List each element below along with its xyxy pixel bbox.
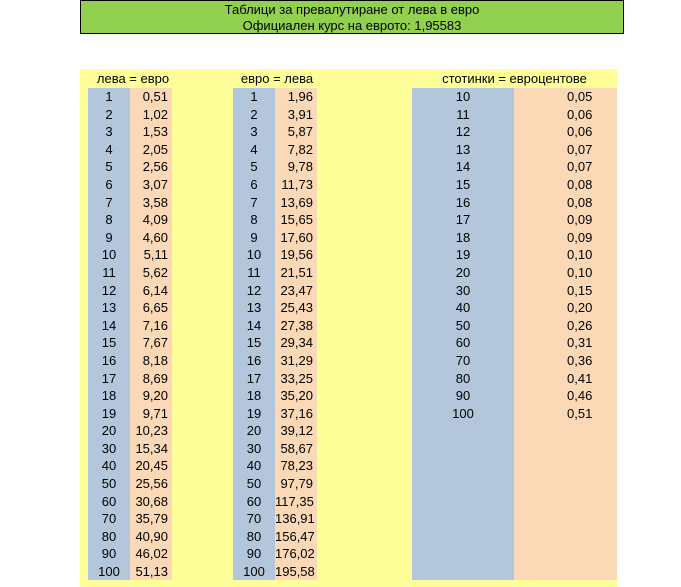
eurocents-value-cell: 0,07: [567, 159, 593, 175]
lev-amount-cell: 70: [101, 511, 117, 527]
lev-value-cell: 117,35: [275, 493, 314, 509]
lev-value-column: [275, 88, 317, 580]
eur-value-cell: 40,90: [135, 528, 168, 544]
eur-value-cell: 30,68: [135, 493, 168, 509]
eur-amount-cell: 12: [246, 282, 262, 298]
lev-value-cell: 9,78: [287, 159, 313, 175]
eurocents-value-cell: 0,07: [567, 141, 593, 157]
eur-amount-cell: 4: [250, 141, 258, 157]
eurocents-value-cell: 0,31: [567, 335, 593, 351]
eur-amount-cell: 70: [246, 511, 262, 527]
eur-value-cell: 46,02: [135, 546, 168, 562]
eur-amount-cell: 80: [246, 528, 262, 544]
lev-amount-cell: 17: [101, 370, 117, 386]
lev-value-cell: 97,79: [280, 476, 313, 492]
lev-amount-cell: 5: [105, 159, 113, 175]
lev-amount-cell: 4: [105, 141, 113, 157]
stotinki-amount-cell: 30: [455, 282, 471, 298]
lev-value-cell: 176,02: [275, 546, 315, 562]
eur-value-cell: 5,62: [142, 264, 168, 280]
eur-amount-cell: 3: [250, 124, 258, 140]
lev-amount-cell: 19: [101, 405, 117, 421]
lev-value-cell: 19,56: [280, 247, 313, 263]
eur-value-cell: 20,45: [135, 458, 168, 474]
lev-amount-cell: 20: [101, 423, 117, 439]
eurocents-value-cell: 0,15: [567, 282, 593, 298]
eurocents-value-cell: 0,06: [567, 106, 593, 122]
table-title-lev-to-eur: лева = евро: [96, 71, 170, 86]
stotinki-amount-cell: 18: [455, 229, 471, 245]
eur-amount-cell: 14: [246, 317, 262, 333]
lev-amount-cell: 40: [101, 458, 117, 474]
eur-value-cell: 6,14: [142, 282, 168, 298]
eur-value-cell: 25,56: [135, 476, 168, 492]
lev-amount-cell: 2: [105, 106, 113, 122]
eurocents-value-cell: 0,10: [567, 264, 593, 280]
eur-value-cell: 3,58: [142, 194, 168, 210]
eurocents-value-cell: 0,20: [567, 300, 593, 316]
eur-value-cell: 4,09: [142, 212, 168, 228]
eur-value-cell: 6,65: [142, 300, 168, 316]
lev-value-cell: 5,87: [287, 124, 313, 140]
lev-amount-column: [88, 88, 130, 580]
lev-value-cell: 37,16: [280, 405, 313, 421]
eurocents-value-cell: 0,08: [567, 176, 593, 192]
lev-amount-cell: 13: [101, 300, 117, 316]
stotinki-amount-cell: 70: [455, 352, 471, 368]
eur-value-cell: 3,07: [142, 176, 168, 192]
eur-value-cell: 35,79: [135, 511, 168, 527]
lev-amount-cell: 15: [101, 335, 117, 351]
stotinki-amount-cell: 80: [455, 370, 471, 386]
eurocents-value-cell: 0,46: [567, 388, 593, 404]
lev-amount-cell: 7: [105, 194, 113, 210]
lev-value-cell: 31,29: [280, 352, 313, 368]
eur-amount-cell: 5: [250, 159, 258, 175]
eur-amount-cell: 50: [246, 476, 262, 492]
lev-value-cell: 3,91: [287, 106, 313, 122]
lev-value-cell: 58,67: [280, 440, 313, 456]
lev-value-cell: 136,91: [275, 511, 315, 527]
eur-amount-cell: 2: [250, 106, 258, 122]
lev-amount-cell: 60: [101, 493, 117, 509]
lev-amount-cell: 14: [101, 317, 117, 333]
lev-amount-cell: 18: [101, 388, 117, 404]
stotinki-amount-cell: 50: [455, 317, 471, 333]
lev-amount-cell: 16: [101, 352, 117, 368]
lev-value-cell: 78,23: [280, 458, 313, 474]
eur-amount-cell: 17: [246, 370, 262, 386]
stotinki-amount-cell: 11: [456, 106, 470, 122]
stotinki-amount-cell: 10: [455, 89, 471, 104]
lev-value-cell: 195,58: [275, 564, 315, 580]
eur-value-cell: 9,20: [142, 388, 168, 404]
eurocents-value-column: [514, 88, 617, 580]
stotinki-amount-cell: 17: [455, 212, 471, 228]
eur-value-cell: 0,51: [142, 89, 168, 104]
eur-value-column: [130, 88, 172, 580]
eur-value-cell: 2,05: [142, 141, 168, 157]
eurocents-value-cell: 0,36: [567, 352, 593, 368]
eur-value-cell: 10,23: [135, 423, 168, 439]
eurocents-value-cell: 0,08: [567, 194, 593, 210]
eurocents-value-cell: 0,05: [567, 89, 593, 104]
eur-amount-cell: 7: [250, 194, 258, 210]
lev-value-cell: 33,25: [280, 370, 313, 386]
lev-value-cell: 23,47: [280, 282, 313, 298]
eur-amount-cell: 10: [246, 247, 262, 263]
lev-value-cell: 15,65: [280, 212, 313, 228]
eurocents-value-cell: 0,09: [567, 212, 593, 228]
eur-value-cell: 8,18: [142, 352, 168, 368]
eur-value-cell: 5,11: [143, 247, 168, 263]
stotinki-amount-cell: 60: [455, 335, 471, 351]
eur-amount-cell: 40: [246, 458, 262, 474]
eur-amount-cell: 11: [247, 264, 261, 280]
lev-amount-cell: 100: [98, 564, 120, 580]
header-title: Таблици за превалутиране от лева в евро: [224, 2, 480, 17]
eur-amount-cell: 13: [246, 300, 262, 316]
eurocents-value-cell: 0,41: [567, 370, 593, 386]
eur-amount-cell: 30: [246, 440, 262, 456]
eur-value-cell: 7,16: [142, 317, 168, 333]
lev-amount-cell: 90: [101, 546, 117, 562]
eur-value-cell: 1,53: [142, 124, 168, 140]
stotinki-amount-cell: 12: [455, 124, 471, 140]
stotinki-amount-cell: 40: [455, 300, 471, 316]
lev-value-cell: 27,38: [280, 317, 313, 333]
eur-value-cell: 1,02: [142, 106, 168, 122]
eurocents-value-cell: 0,10: [567, 247, 593, 263]
lev-amount-cell: 10: [101, 247, 117, 263]
eur-amount-cell: 16: [246, 352, 262, 368]
lev-amount-cell: 1: [105, 89, 113, 104]
lev-value-cell: 35,20: [280, 388, 313, 404]
eur-value-cell: 8,69: [142, 370, 168, 386]
eur-amount-cell: 90: [246, 546, 262, 562]
lev-amount-cell: 3: [105, 124, 113, 140]
stotinki-amount-cell: 15: [455, 176, 471, 192]
eur-amount-cell: 60: [246, 493, 262, 509]
eur-value-cell: 9,71: [142, 405, 168, 421]
stotinki-amount-column: [412, 88, 514, 580]
eur-value-cell: 15,34: [135, 440, 168, 456]
eurocents-value-cell: 0,09: [567, 229, 593, 245]
lev-amount-cell: 50: [101, 476, 117, 492]
eur-amount-cell: 15: [246, 335, 262, 351]
eur-value-cell: 2,56: [142, 159, 168, 175]
eurocents-value-cell: 0,26: [567, 317, 593, 333]
lev-value-cell: 17,60: [280, 229, 313, 245]
eur-value-cell: 4,60: [142, 229, 168, 245]
eur-amount-cell: 19: [246, 405, 262, 421]
stotinki-amount-cell: 13: [455, 141, 471, 157]
stotinki-amount-cell: 16: [455, 194, 471, 210]
lev-value-cell: 11,73: [281, 176, 313, 192]
eurocents-value-cell: 0,51: [567, 405, 593, 421]
lev-amount-cell: 9: [105, 229, 113, 245]
eur-amount-cell: 1: [250, 89, 258, 104]
lev-value-cell: 156,47: [275, 528, 315, 544]
lev-value-cell: 13,69: [280, 194, 313, 210]
table-title-eur-to-lev: евро = лева: [240, 71, 314, 86]
lev-value-cell: 21,51: [280, 264, 313, 280]
stotinki-amount-cell: 90: [455, 388, 471, 404]
eurocents-value-cell: 0,06: [567, 124, 593, 140]
lev-value-cell: 39,12: [280, 423, 313, 439]
table-title-stotinki-to-eurocents: стотинки = евроцентове: [442, 71, 587, 86]
eur-amount-cell: 18: [246, 388, 262, 404]
lev-amount-cell: 11: [102, 264, 116, 280]
stotinki-amount-cell: 20: [455, 264, 471, 280]
lev-amount-cell: 6: [105, 176, 113, 192]
lev-value-cell: 25,43: [280, 300, 313, 316]
stotinki-amount-cell: 14: [455, 159, 471, 175]
eur-amount-cell: 100: [243, 564, 265, 580]
lev-value-cell: 7,82: [287, 141, 313, 157]
eur-value-cell: 7,67: [142, 335, 168, 351]
stotinki-amount-cell: 19: [455, 247, 471, 263]
eur-amount-cell: 8: [250, 212, 258, 228]
eur-amount-cell: 20: [246, 423, 262, 439]
lev-value-cell: 29,34: [280, 335, 313, 351]
header-banner: [80, 0, 624, 34]
lev-amount-cell: 12: [101, 282, 117, 298]
eur-amount-cell: 6: [250, 176, 258, 192]
lev-amount-cell: 8: [105, 212, 113, 228]
stotinki-amount-cell: 100: [452, 405, 474, 421]
eur-amount-column: [233, 88, 275, 580]
eur-amount-cell: 9: [250, 229, 258, 245]
eur-value-cell: 51,13: [135, 564, 168, 580]
lev-amount-cell: 80: [101, 528, 117, 544]
lev-value-cell: 1,96: [287, 89, 313, 104]
lev-amount-cell: 30: [101, 440, 117, 456]
header-exchange-rate: Официален курс на еврото: 1,95583: [242, 18, 462, 33]
